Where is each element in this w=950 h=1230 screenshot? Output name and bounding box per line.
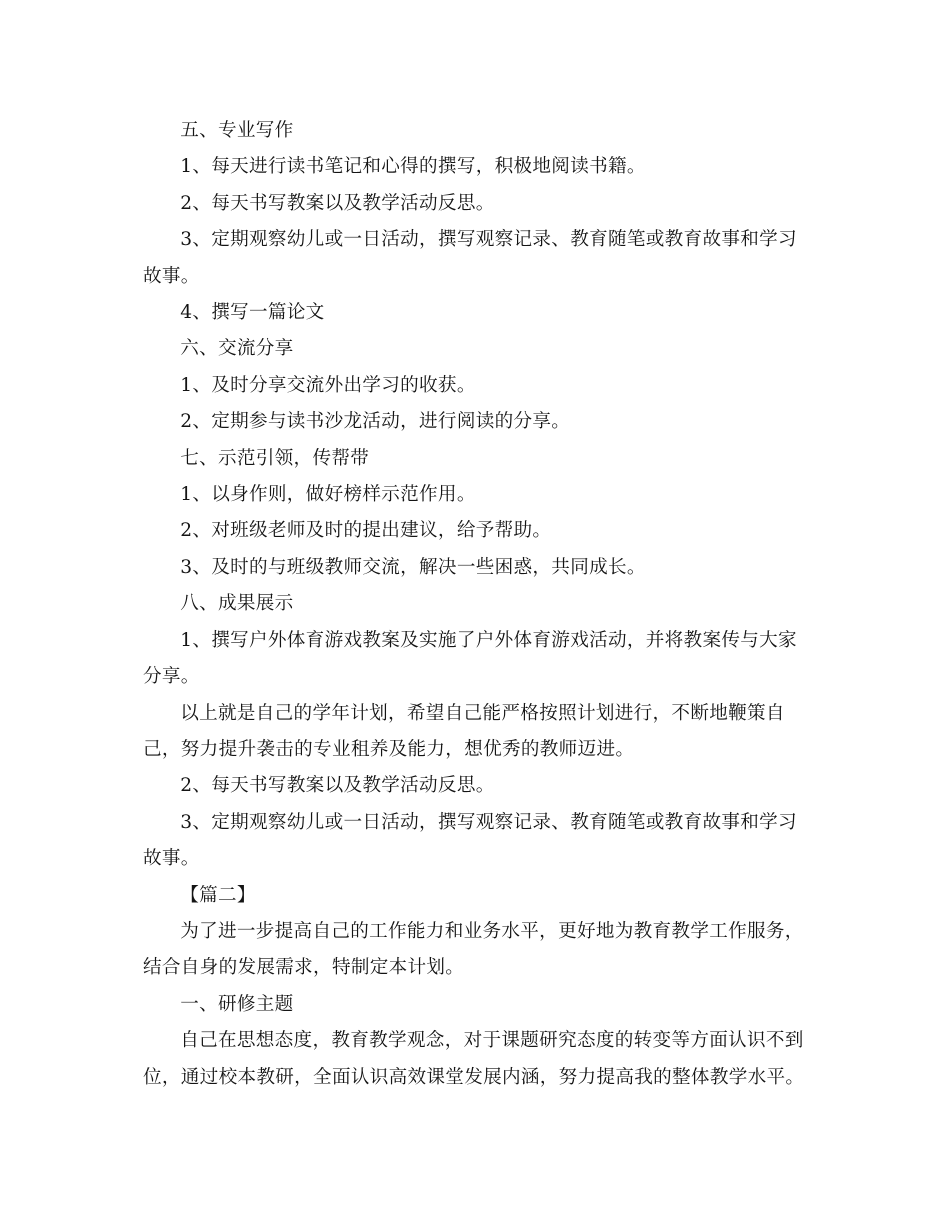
paragraph: 为了进一步提高自己的工作能力和业务水平，更好地为教育教学工作服务，结合自身的发展需求，特制定本计划。 [143, 920, 804, 979]
paragraph: 2、每天书写教案以及教学活动反思。 [180, 192, 495, 214]
paragraph: 1、撰写户外体育游戏教案及实施了户外体育游戏活动，并将教案传与大家分享。 [143, 629, 797, 688]
part-heading: 【篇二】 [180, 884, 256, 906]
paragraph: 3、及时的与班级教师交流，解决一些困惑，共同成长。 [180, 556, 646, 578]
paragraph: 3、定期观察幼儿或一日活动，撰写观察记录、教育随笔或教育故事和学习故事。 [143, 811, 797, 870]
paragraph: 2、定期参与读书沙龙活动，进行阅读的分享。 [180, 411, 571, 433]
paragraph: 自己在思想态度，教育教学观念，对于课题研究态度的转变等方面认识不到位，通过校本教研，全面认识高效课堂发展内涵，努力提高我的整体教学水平。 [143, 1030, 805, 1088]
section-heading-5: 五、专业写作 [180, 120, 294, 141]
paragraph: 1、及时分享交流外出学习的收获。 [180, 374, 476, 396]
section-heading-7: 七、示范引领，传帮带 [180, 447, 370, 469]
paragraph: 以上就是自己的学年计划，希望自己能严格按照计划进行，不断地鞭策自己，努力提升袭击的专业租养及能力，想优秀的教师迈进。 [143, 702, 785, 760]
section-heading-6: 六、交流分享 [180, 338, 294, 360]
paragraph: 2、对班级老师及时的提出建议，给予帮助。 [180, 520, 552, 542]
paragraph: 3、定期观察幼儿或一日活动，撰写观察记录、教育随笔或教育故事和学习故事。 [143, 229, 797, 287]
paragraph: 2、每天书写教案以及教学活动反思。 [180, 775, 495, 797]
paragraph: 1、每天进行读书笔记和心得的撰写，积极地阅读书籍。 [180, 156, 646, 178]
paragraph: 1、以身作则，做好榜样示范作用。 [180, 484, 476, 506]
paragraph: 4、撰写一篇论文 [180, 302, 325, 324]
section-heading-8: 八、成果展示 [180, 593, 294, 615]
document-body [143, 113, 807, 1096]
section-heading-1: 一、研修主题 [180, 993, 294, 1015]
